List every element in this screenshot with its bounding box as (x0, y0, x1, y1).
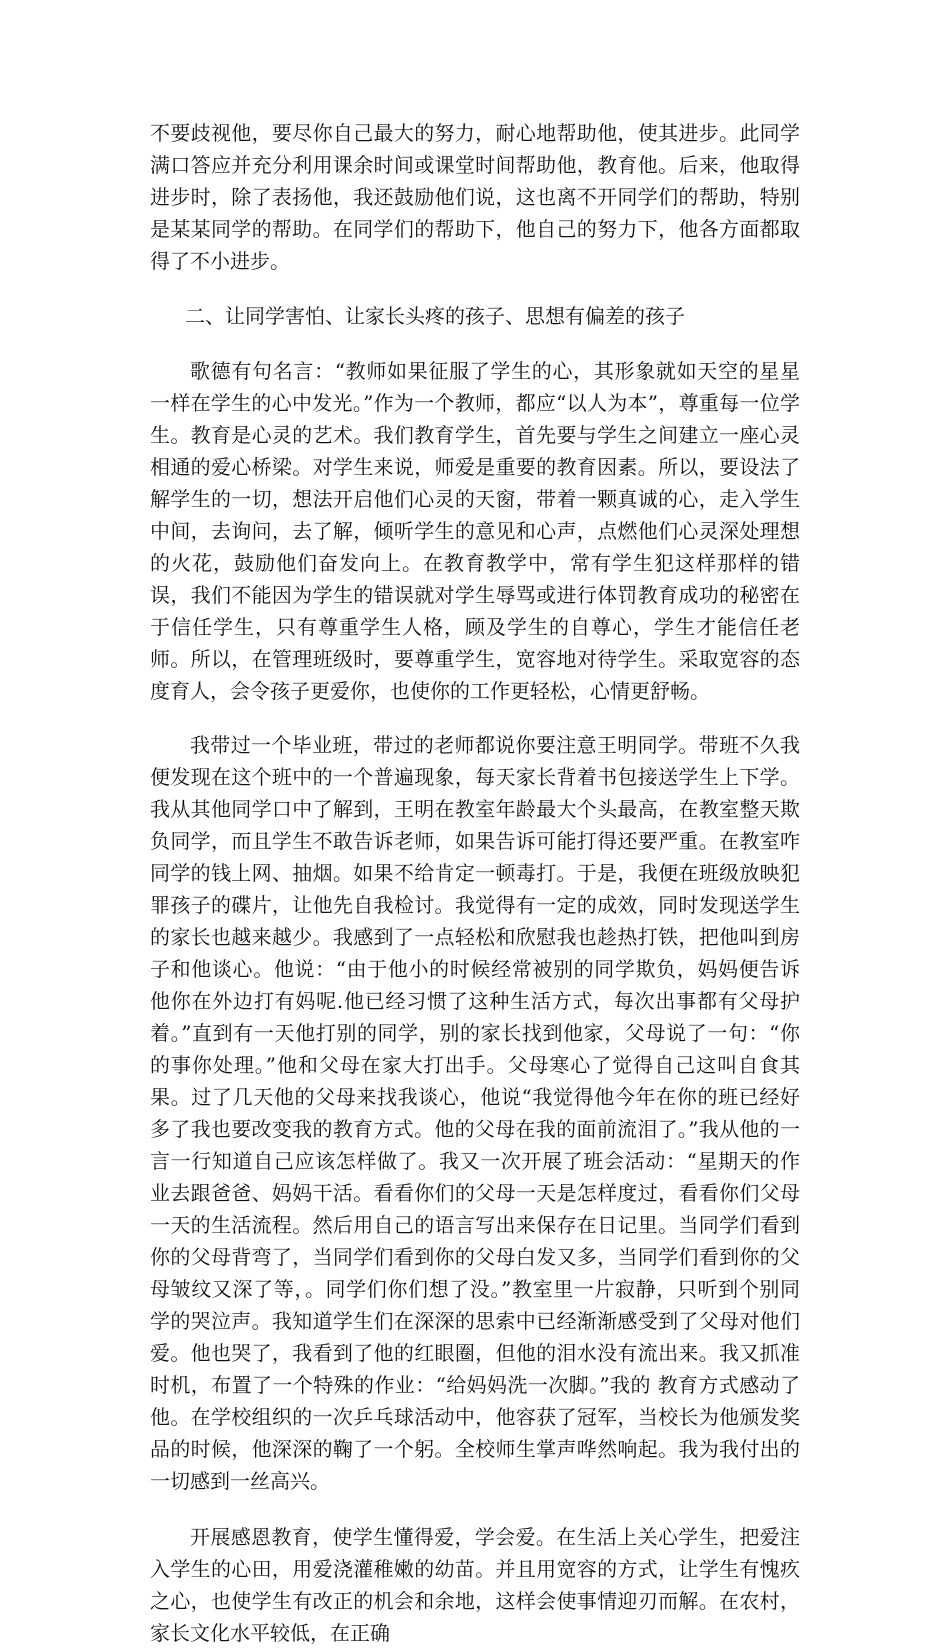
paragraph-wang-ming-story: 我带过一个毕业班，带过的老师都说你要注意王明同学。带班不久我便发现在这个班中的一个普遍现象，每天家长背着书包接送学生上下学。我从其他同学口中了解到，王明在教室年龄最大个头最高，在教室整天欺负同学，而且学生不敢告诉老师，如果告诉可能打得还要严重。在教室咋同学的钱上网、抽烟。如果不给肯定一顿毒打。于是，我便在班级放映犯罪孩子的碟片，让他先自我检讨。我觉得有一定的成效，同时发现送学生的家长也越来越少。我感到了一点轻松和欣慰我也趁热打铁，把他叫到房子和他谈心。他说：“由于他小的时候经常被别的同学欺负，妈妈便告诉他你在外边打有妈呢.他已经习惯了这种生活方式，每次出事都有父母护着。”直到有一天他打别的同学，别的家长找到他家，父母说了一句：“你的事你处理。”他和父母在家大打出手。父母寒心了觉得自己这叫自食其果。过了几天他的父母来找我谈心，他说“我觉得他今年在你的班已经好多了我也要改变我的教育方式。他的父母在我的面前流泪了。”我从他的一言一行知道自己应该怎样做了。我又一次开展了班会活动：“星期天的作业去跟爸爸、妈妈干活。看看你们的父母一天是怎样度过，看看你们父母一天的生活流程。然后用自己的语言写出来保存在日记里。当同学们看到你的父母背弯了，当同学们看到你的父母白发又多，当同学们看到你的父母皱纹又深了等，。同学们你们想了没。”教室里一片寂静，只听到个别同学的哭泣声。我知道学生们在深深的思索中已经渐渐感受到了父母对他们爱。他也哭了，我看到了他的红眼圈，但他的泪水没有流出来。我又抓准时机，布置了一个特殊的作业：“给妈妈洗一次脚。”我的 教育方式感动了他。在学校组织的一次乒乓球活动中，他容获了冠军，当校长为他颁发奖品的时候，他深深的鞠了一个躬。全校师生掌声哗然响起。我为我付出的一切感到一丝高兴。 (150, 733, 800, 1493)
paragraph-continuation: 不要歧视他，要尽你自己最大的努力，耐心地帮助他，使其进步。此同学满口答应并充分利用课余时间或课堂时间帮助他，教育他。后来，他取得进步时，除了表扬他，我还鼓励他们说，这也离不开同学们的帮助，特别是某某同学的帮助。在同学们的帮助下，他自己的努力下，他各方面都取得了不小进步。 (150, 121, 800, 273)
section-heading: 二、让同学害怕、让家长头疼的孩子、思想有偏差的孩子 (185, 304, 685, 328)
document-body (150, 117, 800, 1649)
paragraph-goethe-quote: 歌德有句名言：“教师如果征服了学生的心，其形象就如天空的星星一样在学生的心中发光。”作为一个教师，都应“以人为本”，尊重每一位学生。教育是心灵的艺术。我们教育学生，首先要与学生之间建立一座心灵相通的爱心桥梁。对学生来说，师爱是重要的教育因素。所以，要设法了解学生的一切，想法开启他们心灵的天窗，带着一颗真诚的心，走入学生中间，去询问，去了解，倾听学生的意见和心声，点燃他们心灵深处理想的火花，鼓励他们奋发向上。在教育教学中，常有学生犯这样那样的错误，我们不能因为学生的错误就对学生辱骂或进行体罚教育成功的秘密在于信任学生，只有尊重学生人格，顾及学生的自尊心，学生才能信任老师。所以，在管理班级时，要尊重学生，宽容地对待学生。采取宽容的态度育人，会令孩子更爱你，也使你的工作更轻松，心情更舒畅。 (150, 359, 800, 703)
paragraph-gratitude-education: 开展感恩教育，使学生懂得爱，学会爱。在生活上关心学生，把爱注入学生的心田，用爱浇灌稚嫩的幼苗。并且用宽容的方式，让学生有愧疚之心，也使学生有改正的机会和余地，这样会使事情迎刃而解。在农村，家长文化水平较低，在正确 (150, 1525, 800, 1645)
